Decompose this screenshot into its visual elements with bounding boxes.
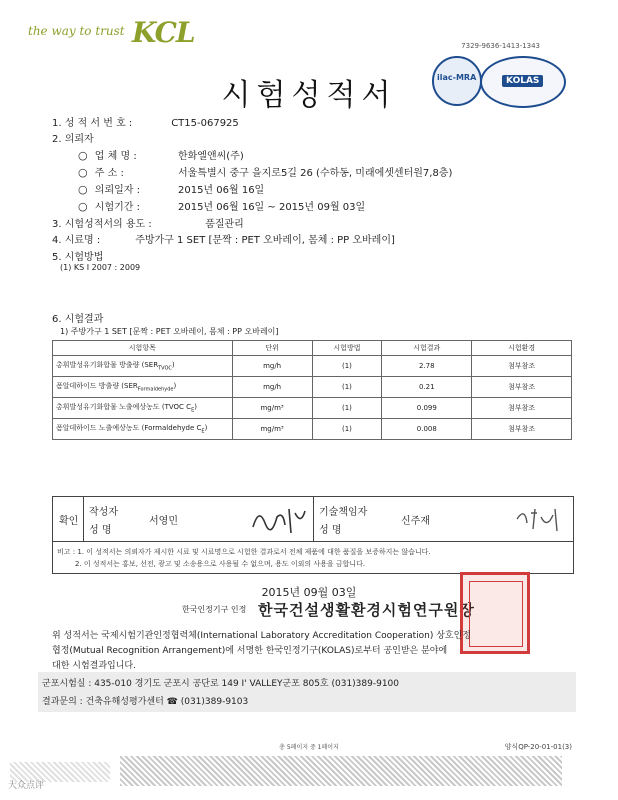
cell-item [53, 377, 233, 398]
item-subscript: E [201, 428, 205, 435]
mra-statement-line-1: 위 성적서는 국제시험기관인정협력체(International Laboratory Accreditation Cooperation) 상호인정 [52, 631, 471, 641]
brand-logo-text: KCL [132, 16, 195, 49]
author-signature-icon [249, 503, 309, 537]
cell-method: (1) [312, 356, 382, 377]
item-tail: ) [204, 424, 208, 433]
results-heading: 6. 시험결과 [52, 314, 104, 325]
tech-manager-label: 기술책임자 [319, 507, 368, 518]
official-seal-icon [460, 572, 530, 654]
cell-result: 2.78 [382, 356, 472, 377]
cell-unit: mg/h [232, 377, 312, 398]
address-row [78, 164, 452, 179]
results-subtitle: 1) 주방가구 1 SET [문짝 : PET 오바레이, 몸체 : PP 오바레이] [60, 327, 279, 336]
tech-signature-icon [513, 505, 563, 535]
item-tail: ) [171, 361, 175, 370]
item-text: 총휘발성유기화합물 방출량 (SER [56, 361, 159, 370]
test-method-heading: 5. 시험방법 [52, 252, 104, 263]
purpose-label: 3. 시험성적서의 용도 : [52, 219, 152, 230]
report-number-row [52, 114, 239, 129]
item-text: 폼알데하이드 방출량 (SER [56, 382, 138, 391]
tech-name-label: 성 명 [319, 525, 342, 536]
mra-statement-line-3: 대한 시험결과입니다. [52, 661, 136, 671]
sample-value: 주방가구 1 SET [문짝 : PET 오바레이, 몸체 : PP 오바레이] [135, 235, 395, 246]
author-name: 서영민 [149, 516, 178, 527]
client-heading: 2. 의뢰자 [52, 134, 94, 145]
test-period-value: 2015년 06월 16일 ~ 2015년 09월 03일 [177, 202, 366, 213]
table-row [53, 377, 572, 398]
cell-item [53, 356, 233, 377]
document-number: 7329-9636-1413-1343 [461, 42, 540, 50]
brand-tagline: the way to trust [28, 24, 125, 38]
cell-item [53, 419, 233, 440]
kcl-logo [28, 18, 198, 58]
bullet-circle-icon: ○ [78, 166, 88, 179]
purpose-value: 품질관리 [205, 219, 244, 230]
note-2: 2. 이 성적서는 홍보, 선전, 광고 및 소송용으로 사용될 수 없으며, 용도 이외의 사용을 금합니다. [75, 560, 366, 568]
item-text: 총휘발성유기화합물 노출예상농도 (TVOC C [56, 403, 192, 412]
bullet-circle-icon: ○ [78, 149, 88, 162]
cell-environment: 첨부참조 [472, 419, 572, 440]
table-row [53, 398, 572, 419]
company-row [78, 147, 244, 162]
ilac-label: ilac-MRA [437, 73, 477, 82]
company-value: 한화엘앤씨(주) [177, 151, 244, 162]
institute-name: 한국건설생활환경시험연구원장 [258, 601, 475, 619]
kolas-label: KOLAS [502, 75, 543, 87]
test-period-label: 시험기간 : [94, 202, 140, 213]
lab-address: 군포시험실 : 435-010 경기도 군포시 공단로 149 I' VALLEY군포 805호 (031)389-9100 [42, 679, 400, 689]
report-number-label: 1. 성 적 서 번 호 : [52, 118, 133, 129]
cell-method: (1) [312, 398, 382, 419]
request-date-row [78, 181, 264, 196]
cell-unit: mg/m³ [232, 419, 312, 440]
request-date-label: 의뢰일자 : [94, 185, 140, 196]
signoff-row [53, 497, 573, 542]
author-label: 작성자 [89, 507, 118, 518]
address-label: 주 소 : [94, 168, 124, 179]
cell-environment: 첨부참조 [472, 356, 572, 377]
form-code: 양식QP-20-01-01(3) [504, 743, 572, 751]
request-date-value: 2015년 06월 16일 [177, 185, 265, 196]
table-row [53, 419, 572, 440]
cell-environment: 첨부참조 [472, 377, 572, 398]
note-1: 비고 : 1. 이 성적서는 의뢰자가 제시한 시료 및 시료명으로 시험한 결과로서 전체 제품에 대한 품질을 보증하지는 않습니다. [57, 548, 431, 556]
col-header-unit: 단위 [232, 341, 312, 356]
report-number-value: CT15-067925 [171, 118, 239, 129]
item-tail: ) [173, 382, 177, 391]
cell-unit: mg/m³ [232, 398, 312, 419]
contact-box [38, 672, 576, 712]
test-period-row [78, 198, 365, 213]
confirm-label: 확인 [59, 516, 79, 527]
cell-environment: 첨부참조 [472, 398, 572, 419]
table-header-row [53, 341, 572, 356]
cell-unit: mg/h [232, 356, 312, 377]
inquiry-contact: 결과문의 : 건축유해성평가센터 ☎ (031)389-9103 [42, 697, 249, 707]
sample-label: 4. 시료명 : [52, 235, 101, 246]
bullet-circle-icon: ○ [78, 183, 88, 196]
results-table [52, 340, 572, 440]
item-text: 폼알데하이드 노출예상농도 (Formaldehyde C [56, 424, 202, 433]
bullet-circle-icon: ○ [78, 200, 88, 213]
cell-result: 0.21 [382, 377, 472, 398]
col-header-method: 시험방법 [312, 341, 382, 356]
page-indicator: 총 5페이지 중 1페이지 [279, 744, 339, 751]
item-subscript: E [191, 407, 195, 414]
company-label: 업 체 명 : [94, 151, 137, 162]
issue-date: 2015년 09월 03일 [261, 586, 357, 599]
table-row [53, 356, 572, 377]
cell-result: 0.099 [382, 398, 472, 419]
col-header-environment: 시험환경 [472, 341, 572, 356]
cell-method: (1) [312, 377, 382, 398]
signoff-box [52, 496, 574, 574]
item-tail: ) [194, 403, 197, 412]
document-title: 시험성적서 [221, 78, 397, 113]
cell-result: 0.008 [382, 419, 472, 440]
author-name-label: 성 명 [89, 525, 112, 536]
security-pattern [120, 756, 562, 786]
test-method-value: (1) KS I 2007 : 2009 [60, 263, 141, 272]
accreditation-agency: 한국인정기구 인정 [182, 605, 247, 614]
item-subscript: Formaldehyde [137, 386, 174, 393]
cell-method: (1) [312, 419, 382, 440]
purpose-row [52, 215, 244, 230]
col-header-result: 시험결과 [382, 341, 472, 356]
sample-row [52, 231, 395, 246]
tech-manager-name: 신주재 [401, 516, 430, 527]
col-header-item: 시험항목 [53, 341, 233, 356]
address-value: 서울특별시 중구 을지로5길 26 (수하동, 미래에셋센터원7,8층) [177, 168, 453, 179]
cell-item [53, 398, 233, 419]
mra-statement-line-2: 협정(Mutual Recognition Arrangement)에 서명한 한국인정기구(KOLAS)로부터 공인받은 분야에 [52, 646, 448, 656]
item-subscript: TVOC [158, 365, 172, 372]
watermark: 大众点评 [8, 781, 45, 791]
